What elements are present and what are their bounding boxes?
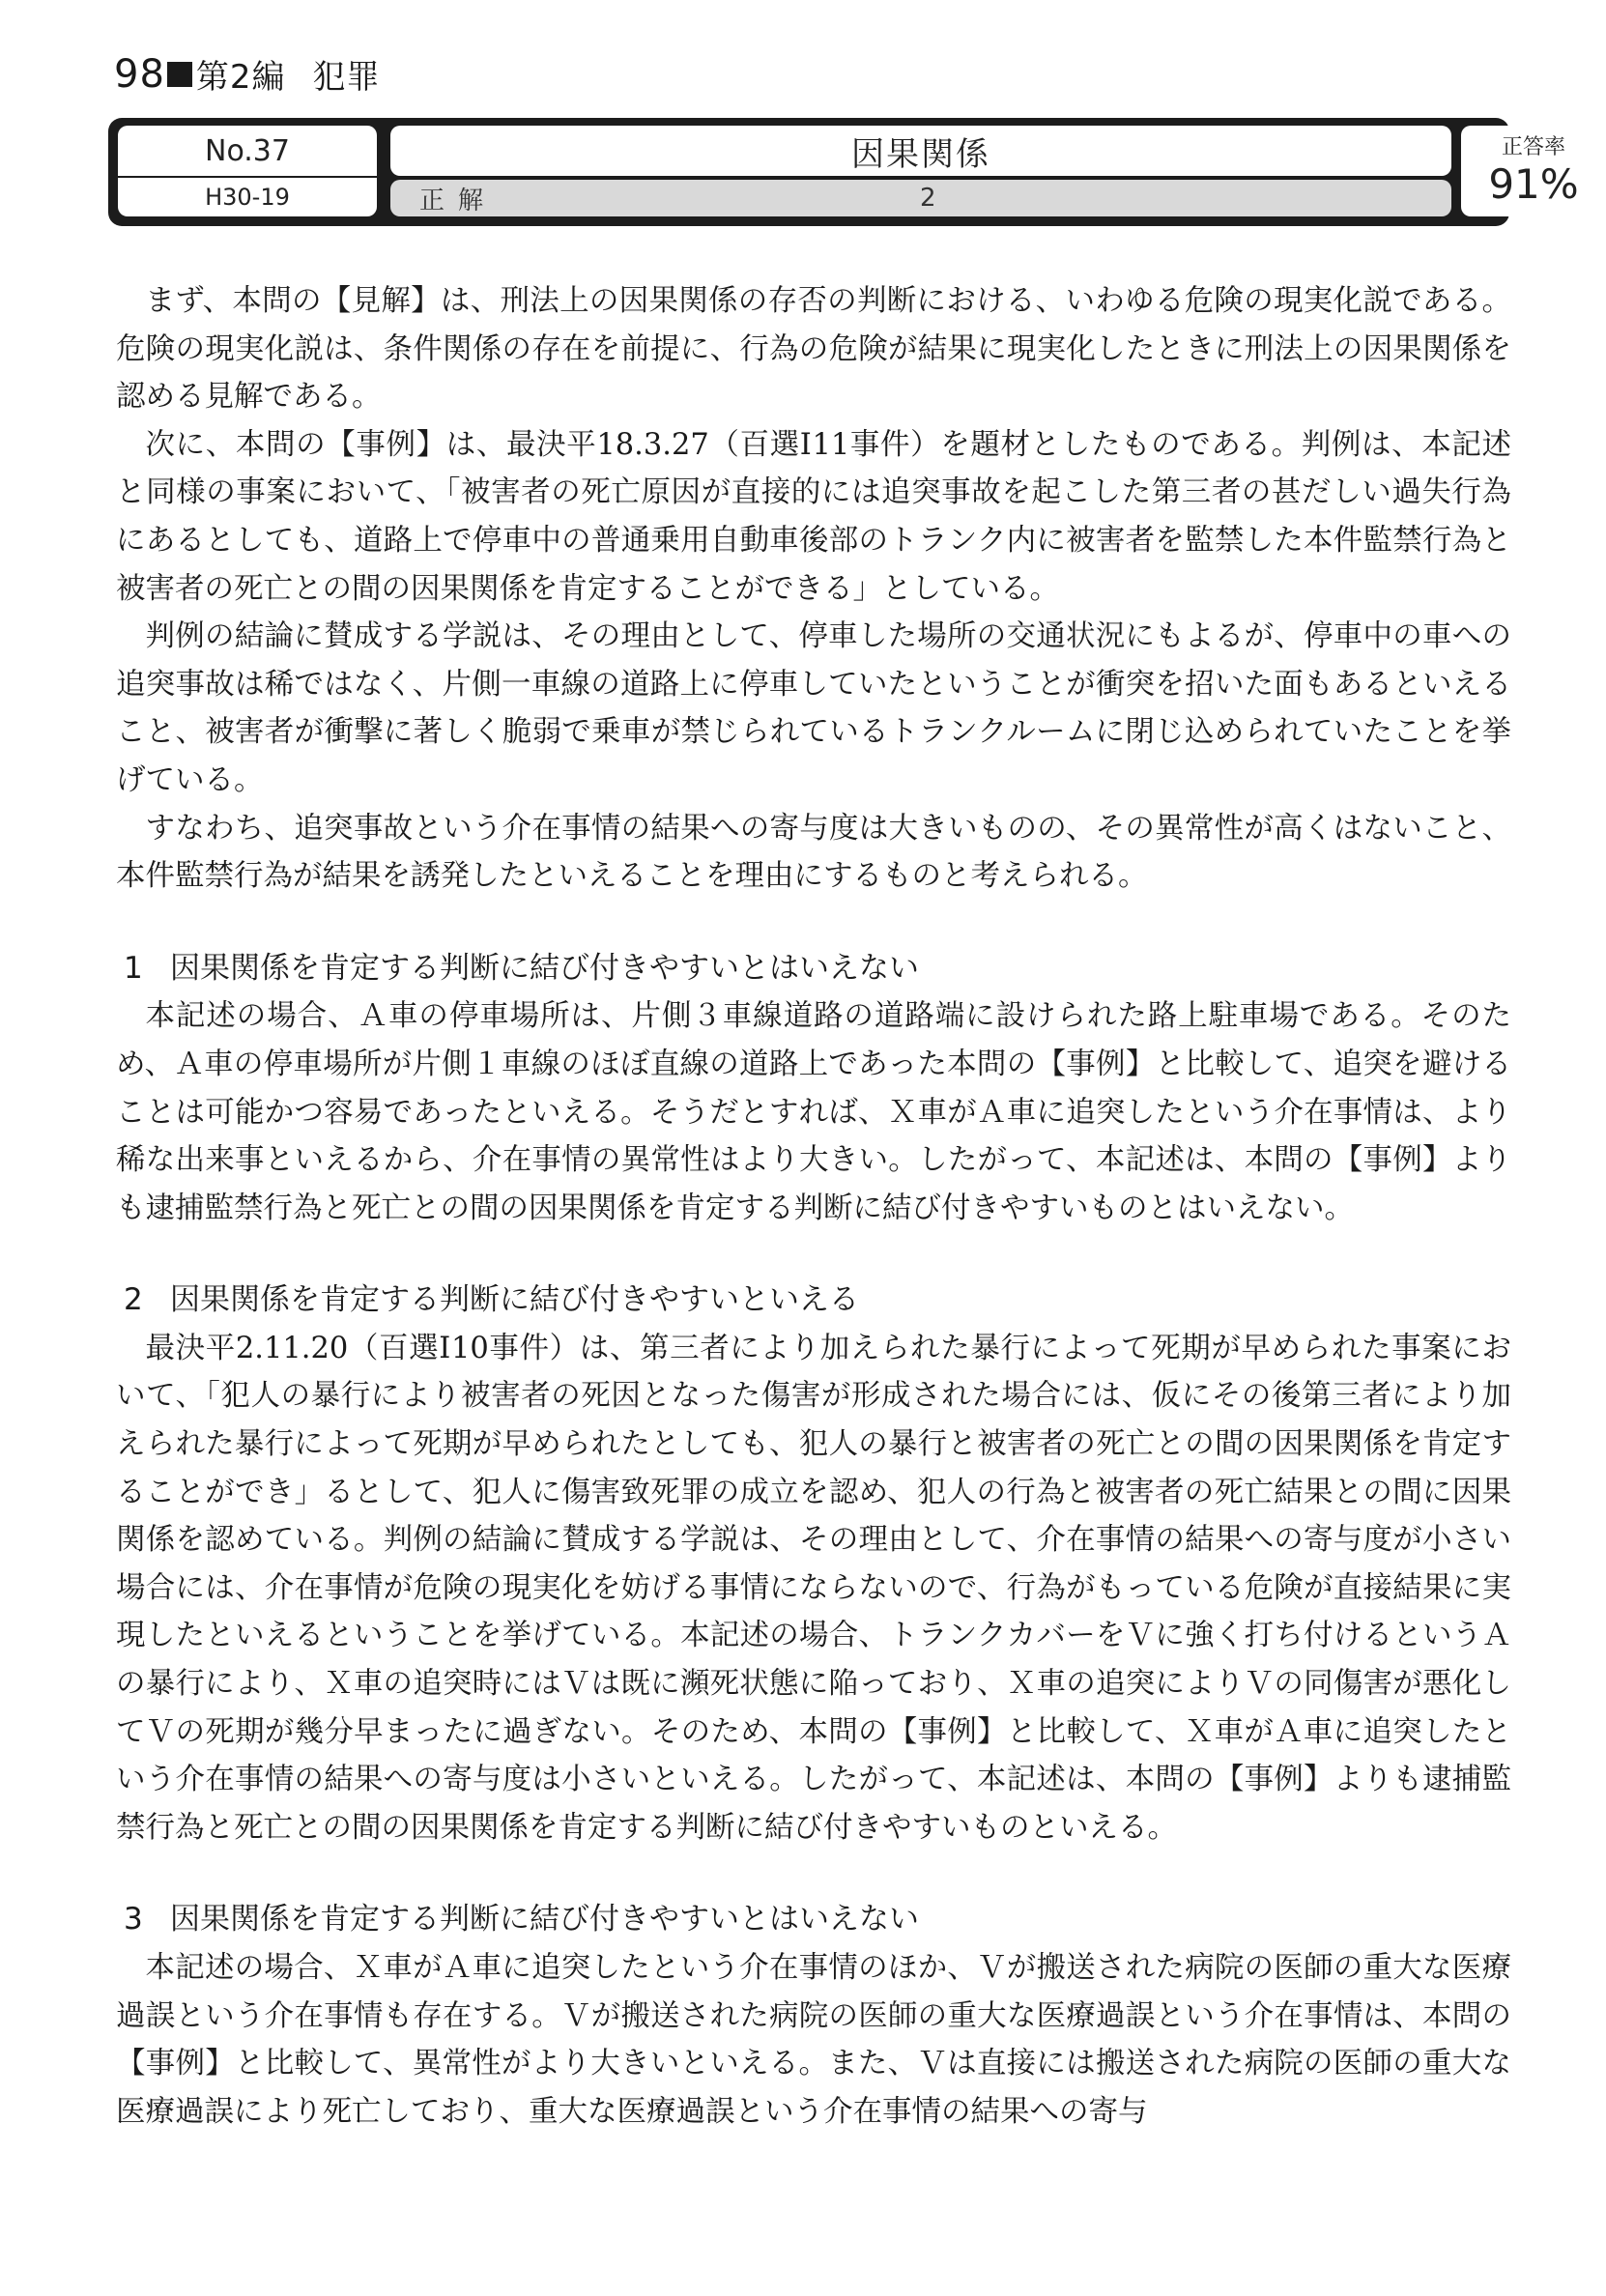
section-heading (116, 1277, 1511, 1325)
correct-rate-box (1461, 126, 1606, 216)
section-heading-text: 因果関係を肯定する判断に結び付きやすいといえる (170, 1282, 859, 1318)
section-heading (116, 945, 1511, 993)
part-label: 第2編 (195, 58, 286, 97)
square-bullet-icon (167, 62, 192, 87)
answer-bar (390, 180, 1451, 216)
page-number: 98 (114, 51, 165, 97)
section-number: 3 (124, 1902, 143, 1937)
question-title: 因果関係 (390, 126, 1451, 176)
section-paragraph: 本記述の場合、Ａ車の停車場所は、片側３車線道路の道路端に設けられた路上駐車場である。そのため、Ａ車の停車場所が片側１車線のほぼ直線の道路上であった本問の【事例】と比較して、追突を避けることは可能かつ容易であったといえる。そうだとすれば、Ｘ車がＡ車に追突したという介在事情は、より稀な出来事といえるから、介在事情の異常性はより大きい。したがって、本記述は、本問の【事例】よりも逮捕監禁行為と死亡との間の因果関係を肯定する判断に結び付きやすいものとはいえない。 (116, 999, 1511, 1225)
intro-paragraph: 判例の結論に賛成する学説は、その理由として、停車した場所の交通状況にもよるが、停車中の車への追突事故は稀ではなく、片側一車線の道路上に停車していたということが衝突を招いた面もあるといえること、被害者が衝撃に著しく脆弱で乗車が禁じられているトランクルームに閉じ込められていたことを挙げている。 (116, 619, 1511, 797)
question-header-box (108, 118, 1579, 226)
intro-paragraph: まず、本問の【見解】は、刑法上の因果関係の存否の判断における、いわゆる危険の現実化説である。危険の現実化説は、条件関係の存在を前提に、行為の危険が結果に現実化したときに刑法上の因果関係を認める見解である。 (116, 284, 1511, 415)
section-number: 1 (124, 950, 143, 986)
section-label: 犯罪 (312, 58, 381, 97)
page-header (114, 50, 381, 98)
correct-rate-label: 正答率 (1501, 135, 1565, 159)
section-number: 2 (124, 1282, 143, 1318)
section-paragraph: 本記述の場合、Ｘ車がＡ車に追突したという介在事情のほか、Ｖが搬送された病院の医師の重大な医療過誤という介在事情も存在する。Ｖが搬送された病院の医師の重大な医療過誤という介在事情は、本問の【事例】と比較して、異常性がより大きいといえる。また、Ｖは直接には搬送された病院の医師の重大な医療過誤により死亡しており、重大な医療過誤という介在事情の結果への寄与 (116, 1951, 1511, 2129)
section-heading-text: 因果関係を肯定する判断に結び付きやすいとはいえない (170, 950, 919, 986)
section-heading-text: 因果関係を肯定する判断に結び付きやすいとはいえない (170, 1902, 919, 1937)
correct-rate-value: 91% (1488, 160, 1579, 208)
answer-value: 2 (920, 184, 936, 213)
intro-paragraph: すなわち、追突事故という介在事情の結果への寄与度は大きいものの、その異常性が高くはないこと、本件監禁行為が結果を誘発したといえることを理由にするものと考えられる。 (116, 811, 1511, 894)
section-paragraph: 最決平2.11.20（百選Ⅰ10事件）は、第三者により加えられた暴行によって死期が早められた事案において、「犯人の暴行により被害者の死因となった傷害が形成された場合には、仮にその後第三者により加えられた暴行によって死期が早められたとしても、犯人の暴行と被害者の死亡との間の因果関係を肯定することができ」るとして、犯人に傷害致死罪の成立を認め、犯人の行為と被害者の死亡結果との間に因果関係を認めている。判例の結論に賛成する学説は、その理由として、介在事情の結果への寄与度が小さい場合には、介在事情が危険の現実化を妨げる事情にならないので、行為がもっている危険が直接結果に実現したといえるということを挙げている。本記述の場合、トランクカバーをＶに強く打ち付けるというＡの暴行により、Ｘ車の追突時にはＶは既に瀕死状態に陥っており、Ｘ車の追突によりＶの同傷害が悪化してＶの死期が幾分早まったに過ぎない。そのため、本問の【事例】と比較して、Ｘ車がＡ車に追突したという介在事情の結果への寄与度は小さいといえる。したがって、本記述は、本問の【事例】よりも逮捕監禁行為と死亡との間の因果関係を肯定する判断に結び付きやすいものといえる。 (116, 1331, 1511, 1845)
answer-label: 正解 (419, 186, 498, 215)
question-number: No.37 (118, 126, 377, 176)
intro-paragraph: 次に、本問の【事例】は、最決平18.3.27（百選Ⅰ11事件）を題材としたものである。判例は、本記述と同様の事案において、「被害者の死亡原因が直接的には追突事故を起こした第三者の甚だしい過失行為にあるとしても、道路上で停車中の普通乗用自動車後部のトランク内に被害者を監禁した本件監禁行為と被害者の死亡との間の因果関係を肯定することができる」としている。 (116, 427, 1511, 606)
section-heading (116, 1896, 1511, 1944)
question-year-code: H30-19 (118, 178, 377, 216)
explanation-body (116, 277, 1511, 2136)
